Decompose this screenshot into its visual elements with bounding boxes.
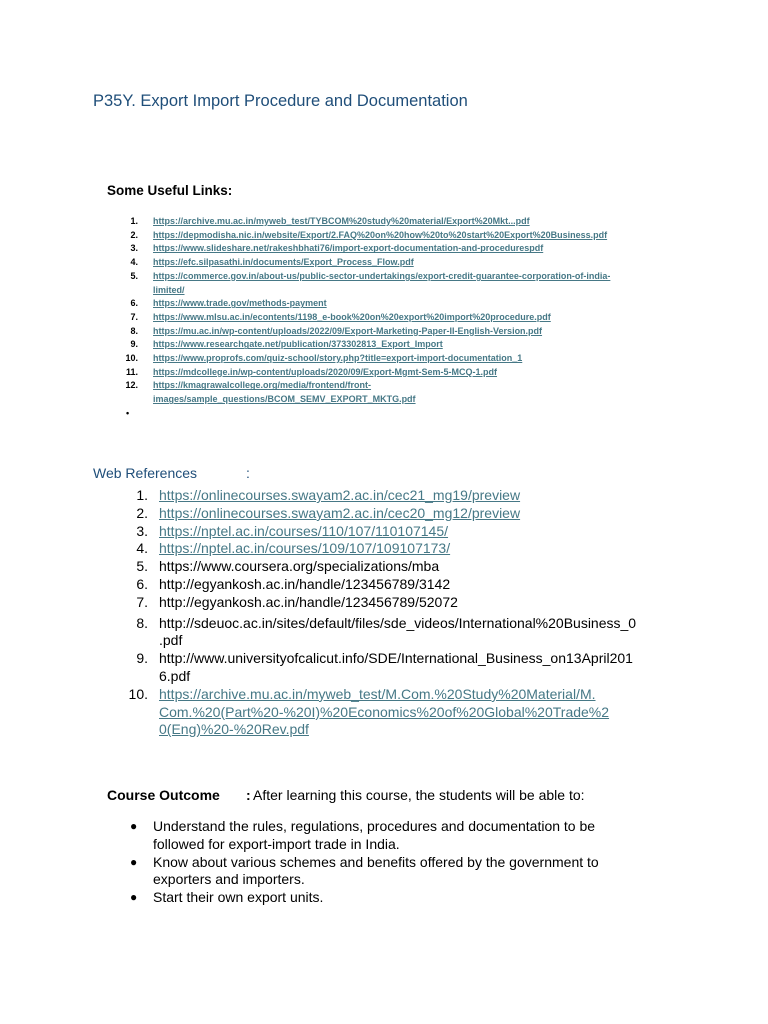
list-number: 4. [136,540,148,557]
course-outcome-bullets [0,818,700,907]
outcome-bullet-item [0,889,643,907]
web-reference-item [0,523,679,541]
web-reference-text: http://egyankosh.ac.in/handle/123456789/52072 [159,593,458,610]
web-reference-link[interactable]: https://nptel.ac.in/courses/109/107/109107173/ [159,540,451,557]
web-reference-link[interactable]: Com.%20(Part%20-%20I)%20Economics%20of%20Global%20Trade%2 [159,703,610,720]
web-reference-item [0,594,679,612]
web-reference-text: 6.pdf [159,667,191,684]
list-number: 6. [136,575,148,592]
web-reference-item [0,650,679,686]
list-number: 11. [125,366,138,377]
course-outcome-colon: : [246,787,251,803]
web-reference-item [0,686,679,739]
list-number: 2. [130,229,138,240]
outcome-bullet-text: exporters and importers. [153,871,305,888]
outcome-bullet-text: Understand the rules, regulations, procedures and documentation to be [153,818,596,834]
list-number: 12. [125,380,138,391]
useful-link[interactable]: https://www.mlsu.ac.in/econtents/1198_e-book%20on%20export%20import%20procedure.pdf [153,311,551,322]
web-reference-item [0,558,679,576]
bullet-marker: ● [130,819,138,833]
list-number: • [126,407,130,418]
list-number: 8. [130,325,138,336]
useful-link[interactable]: https://archive.mu.ac.in/myweb_test/TYBCOM%20study%20material/Export%20Mkt...pdf [153,216,530,226]
list-number: 5. [130,270,138,281]
web-reference-item [0,505,679,523]
useful-link-item [0,229,700,243]
outcome-bullet-text: followed for export-import trade in India. [153,835,400,852]
web-reference-link[interactable]: https://nptel.ac.in/courses/110/107/110107145/ [159,522,449,539]
list-number: 7. [130,311,138,322]
useful-link[interactable]: https://www.trade.gov/methods-payment [153,298,327,309]
useful-link[interactable]: https://kmagrawalcollege.org/media/frontend/front- [153,380,372,391]
list-number: 7. [136,593,148,610]
useful-link[interactable]: https://mdcollege.in/wp-content/uploads/2020/09/Export-Mgmt-Sem-5-MCQ-1.pdf [153,366,498,377]
useful-link-item [0,270,700,297]
useful-links-heading: Some Useful Links: [107,183,233,198]
useful-link[interactable]: https://commerce.gov.in/about-us/public-sector-undertakings/export-credit-guarantee-corporation-of-india- [153,270,611,281]
list-number: 9. [136,650,148,667]
document-title: P35Y. Export Import Procedure and Documentation [93,92,468,110]
useful-link-item [0,352,700,366]
course-outcome-label: Course Outcome [107,787,220,803]
web-references-list [0,487,700,739]
list-number: 4. [130,257,138,268]
useful-link-item [0,338,700,352]
useful-link-item [0,256,700,270]
useful-link[interactable]: https://depmodisha.nic.in/website/Export/2.FAQ%20on%20how%20to%20start%20Export%20Business.pdf [153,229,608,240]
web-reference-text: .pdf [159,632,183,649]
useful-link[interactable]: https://www.proprofs.com/quiz-school/story.php?title=export-import-documentation_1 [153,353,523,364]
useful-link-item [0,297,700,311]
web-reference-item [0,487,679,505]
list-number: 1. [136,487,148,503]
list-number: 3. [136,522,148,539]
useful-link[interactable]: https://mu.ac.in/wp-content/uploads/2022/09/Export-Marketing-Paper-II-English-Version.pdf [153,325,543,336]
outcome-bullet-item [0,854,643,890]
outcome-bullet-item [0,818,643,854]
useful-link-item [0,325,700,339]
list-number: 6. [130,298,138,309]
useful-link-item [0,311,700,325]
useful-links-list [0,215,700,418]
web-reference-text: http://www.universityofcalicut.info/SDE/International_Business_on13April201 [159,650,633,667]
web-references-heading [93,465,250,481]
useful-link[interactable]: https://www.slideshare.net/rakeshbhati76/import-export-documentation-and-procedurespdf [153,243,544,254]
list-number: 5. [136,558,148,575]
web-reference-link[interactable]: https://onlinecourses.swayam2.ac.in/cec20_mg12/preview [159,504,521,521]
outcome-bullet-text: Start their own export units. [153,889,324,906]
list-number: 1. [130,216,138,226]
useful-link[interactable]: https://www.researchgate.net/publication/373302813_Export_Import [153,339,443,350]
bullet-marker: ● [130,890,138,905]
list-number: 10. [125,353,138,364]
list-number: 10. [128,685,148,702]
web-reference-text: http://sdeuoc.ac.in/sites/default/files/sde_videos/International%20Business_0 [159,614,637,631]
useful-link-item [0,366,700,380]
web-reference-text: https://www.coursera.org/specializations/mba [159,558,440,575]
web-reference-link[interactable]: https://archive.mu.ac.in/myweb_test/M.Com.%20Study%20Material/M. [159,685,596,702]
course-outcome-text: After learning this course, the students will be able to: [253,787,585,803]
list-number: 9. [130,339,138,350]
web-references-label: Web References [93,465,198,481]
useful-link-item [0,242,700,256]
web-references-colon: : [246,465,250,481]
web-reference-text: http://egyankosh.ac.in/handle/123456789/3142 [159,575,451,592]
list-number: 3. [130,243,138,254]
useful-link-item [0,379,700,406]
web-reference-item [0,540,679,558]
list-number: 2. [136,504,148,521]
useful-link[interactable]: limited/ [153,284,185,295]
web-reference-link[interactable]: 0(Eng)%20-%20Rev.pdf [159,721,309,738]
web-reference-link[interactable]: https://onlinecourses.swayam2.ac.in/cec21_mg19/preview [159,487,521,503]
web-reference-item [0,576,679,594]
outcome-bullet-text: Know about various schemes and benefits offered by the government to [153,853,599,870]
course-outcome [107,787,585,803]
bullet-marker: ● [130,854,138,869]
useful-link[interactable]: images/sample_questions/BCOM_SEMV_EXPORT_MKTG.pdf [153,394,416,405]
useful-link[interactable]: https://efc.silpasathi.in/documents/Export_Process_Flow.pdf [153,257,414,268]
list-number: 8. [136,614,148,631]
useful-link-item [0,215,700,229]
web-reference-item [0,615,679,651]
